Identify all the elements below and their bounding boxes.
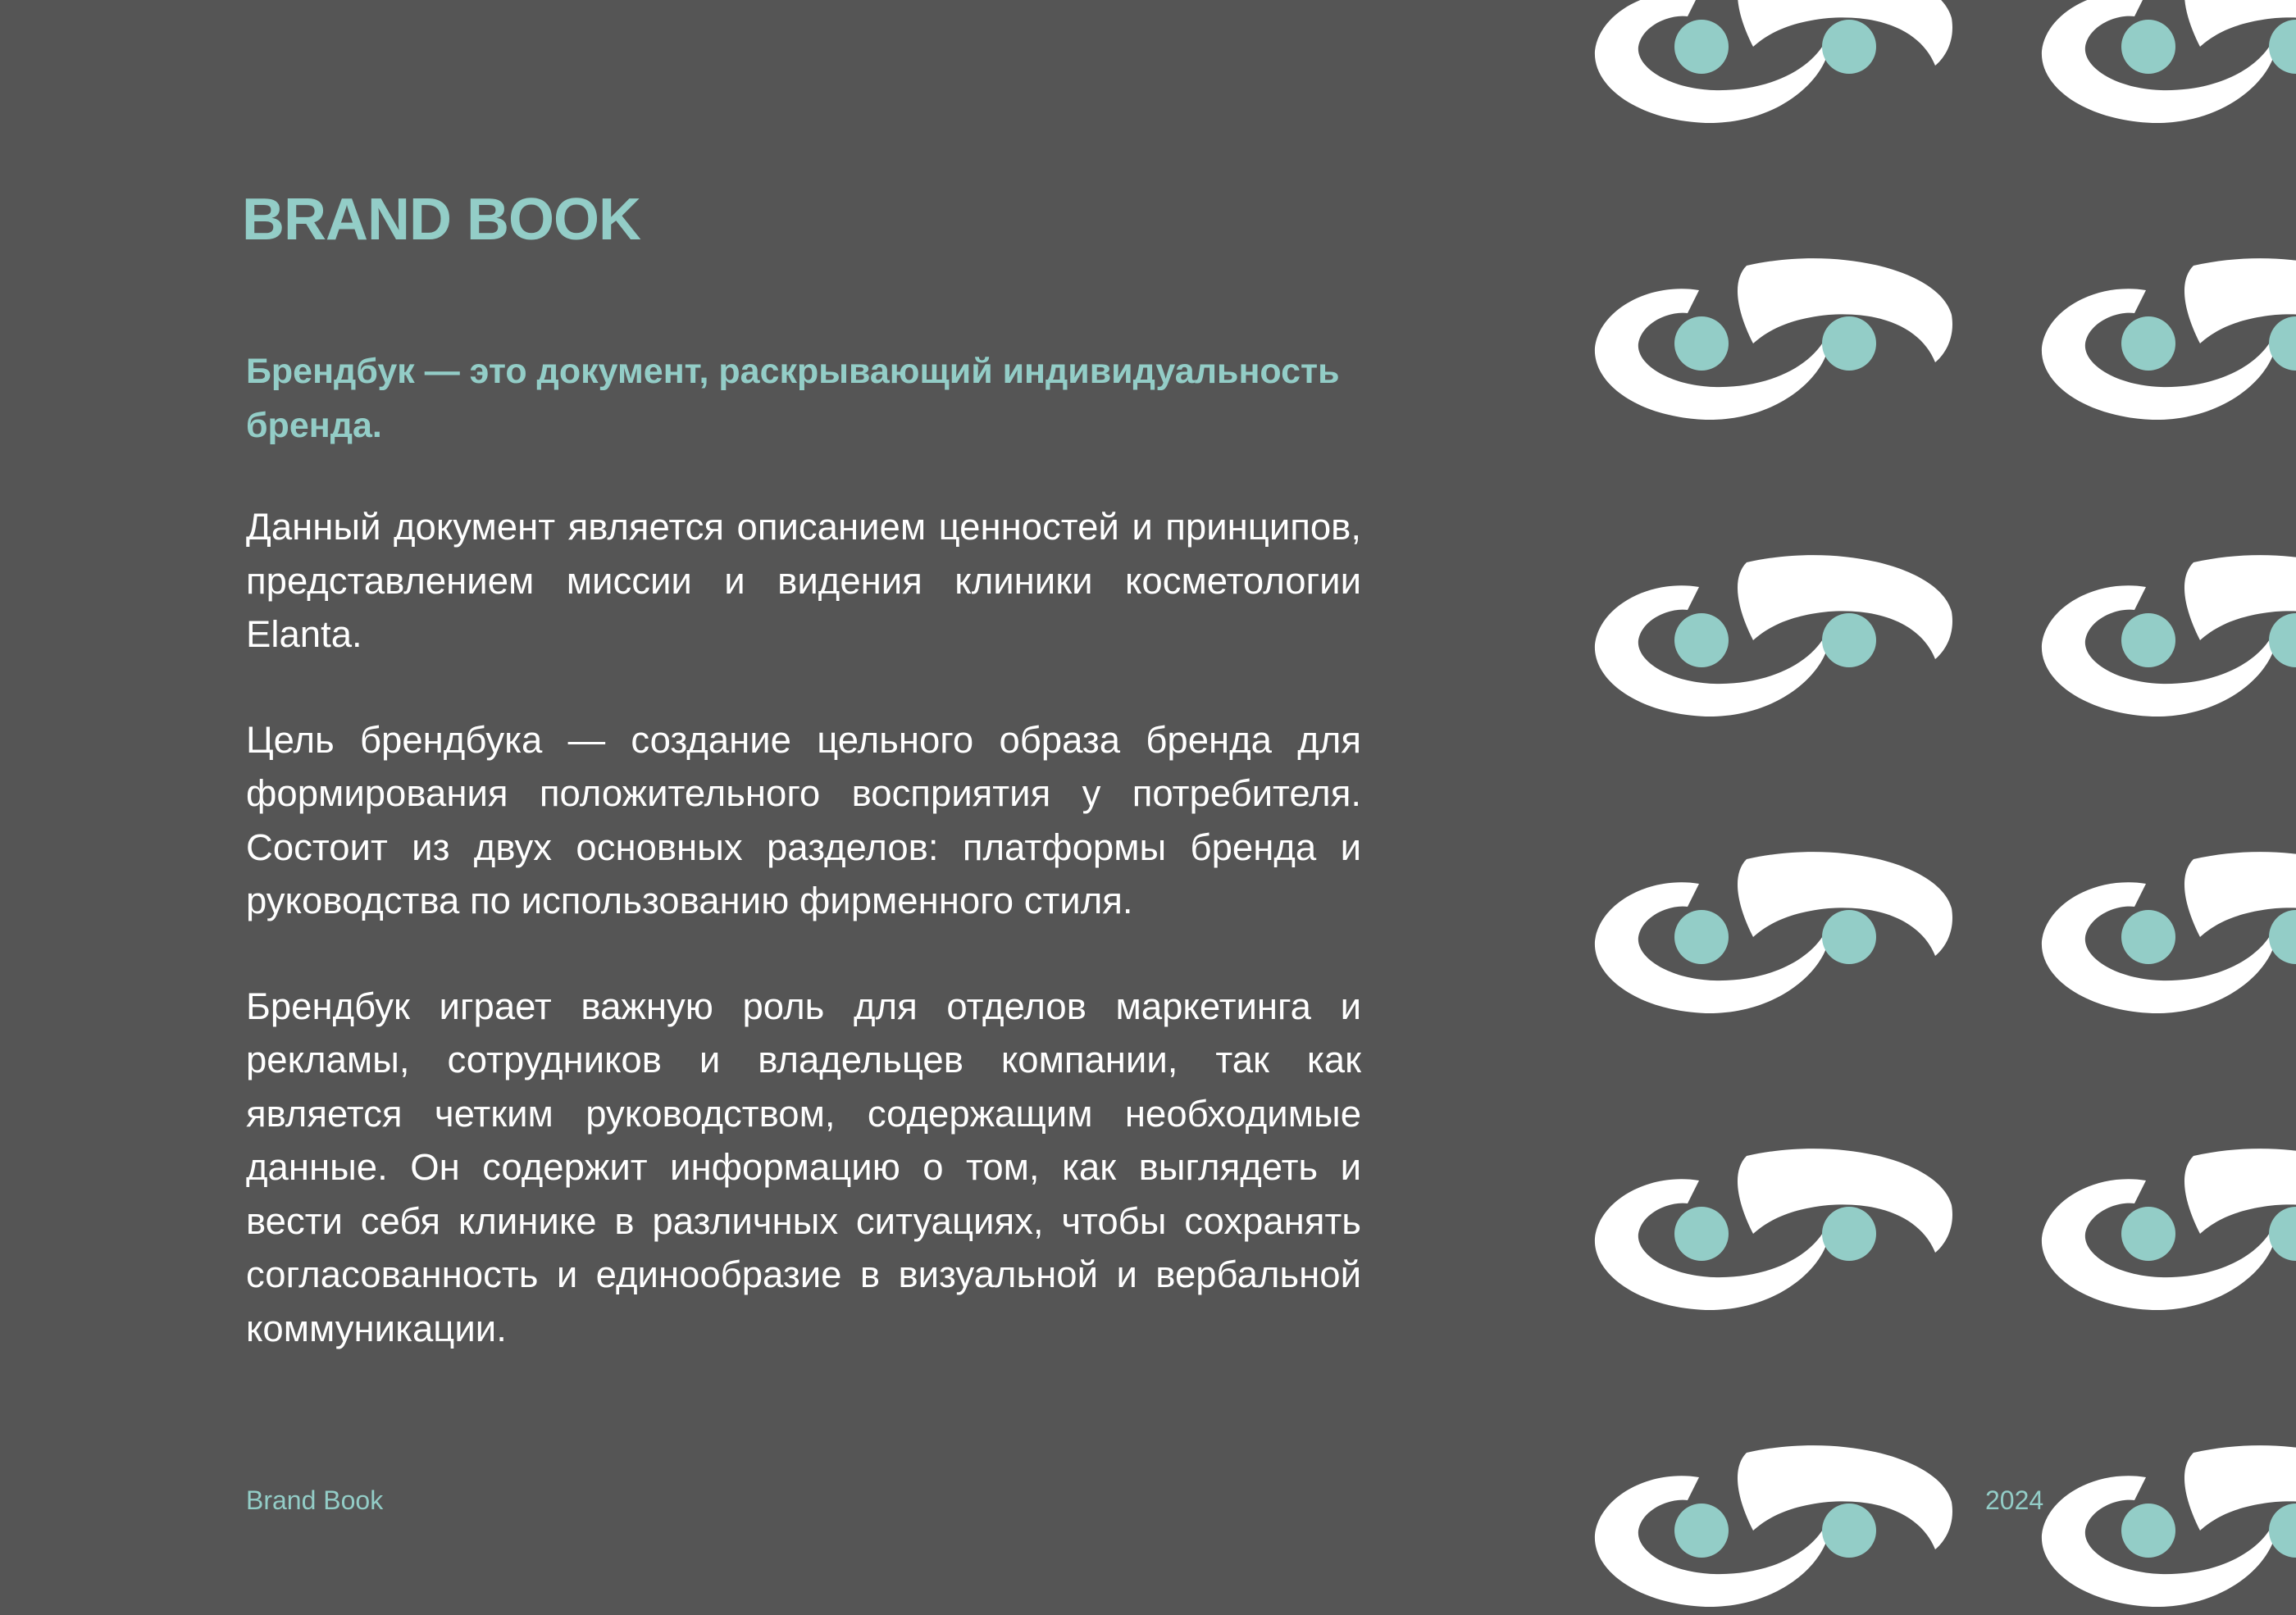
infinity-logo-icon (2042, 1445, 2296, 1607)
infinity-logo-icon (1595, 0, 1952, 123)
paragraph-1: Данный документ является описанием ценностей и принципов, представлением миссии и видения клиники косметологии Elanta. (246, 506, 1361, 655)
paragraph-3: Брендбук играет важную роль для отделов маркетинга и рекламы, сотрудников и владельцев компании, так как является четким руководством, содержащим необходимые данные. Он содержит информацию о том, как выглядеть и вести себя клинике в различных ситуациях, чтобы сохранять согласованность и единообразие в визуальной и вербальной коммуникации. (246, 985, 1361, 1349)
infinity-logo-icon (2042, 1149, 2296, 1310)
infinity-logo-icon (2042, 258, 2296, 420)
infinity-logo-icon (1595, 852, 1952, 1013)
footer-brand-label: Brand Book (246, 1485, 384, 1515)
infinity-logo-icon (1595, 1149, 1952, 1310)
infinity-logo-icon (1595, 1445, 1952, 1607)
lead-paragraph: Брендбук — это документ, раскрывающий индивидуальность бренда. (246, 352, 1340, 445)
infinity-logo-icon (2042, 852, 2296, 1013)
footer-year: 2024 (1985, 1485, 2044, 1515)
infinity-logo-icon (1595, 555, 1952, 717)
infinity-logo-icon (2042, 0, 2296, 123)
infinity-logo-icon (1595, 258, 1952, 420)
infinity-logo-icon (2042, 555, 2296, 717)
page-title: BRAND BOOK (242, 187, 640, 252)
paragraph-2: Цель брендбука — создание цельного образа бренда для формирования положительного восприятия у потребителя. Состоит из двух основных разделов: платформы бренда и руководства по использованию фирменного стиля. (246, 718, 1361, 921)
